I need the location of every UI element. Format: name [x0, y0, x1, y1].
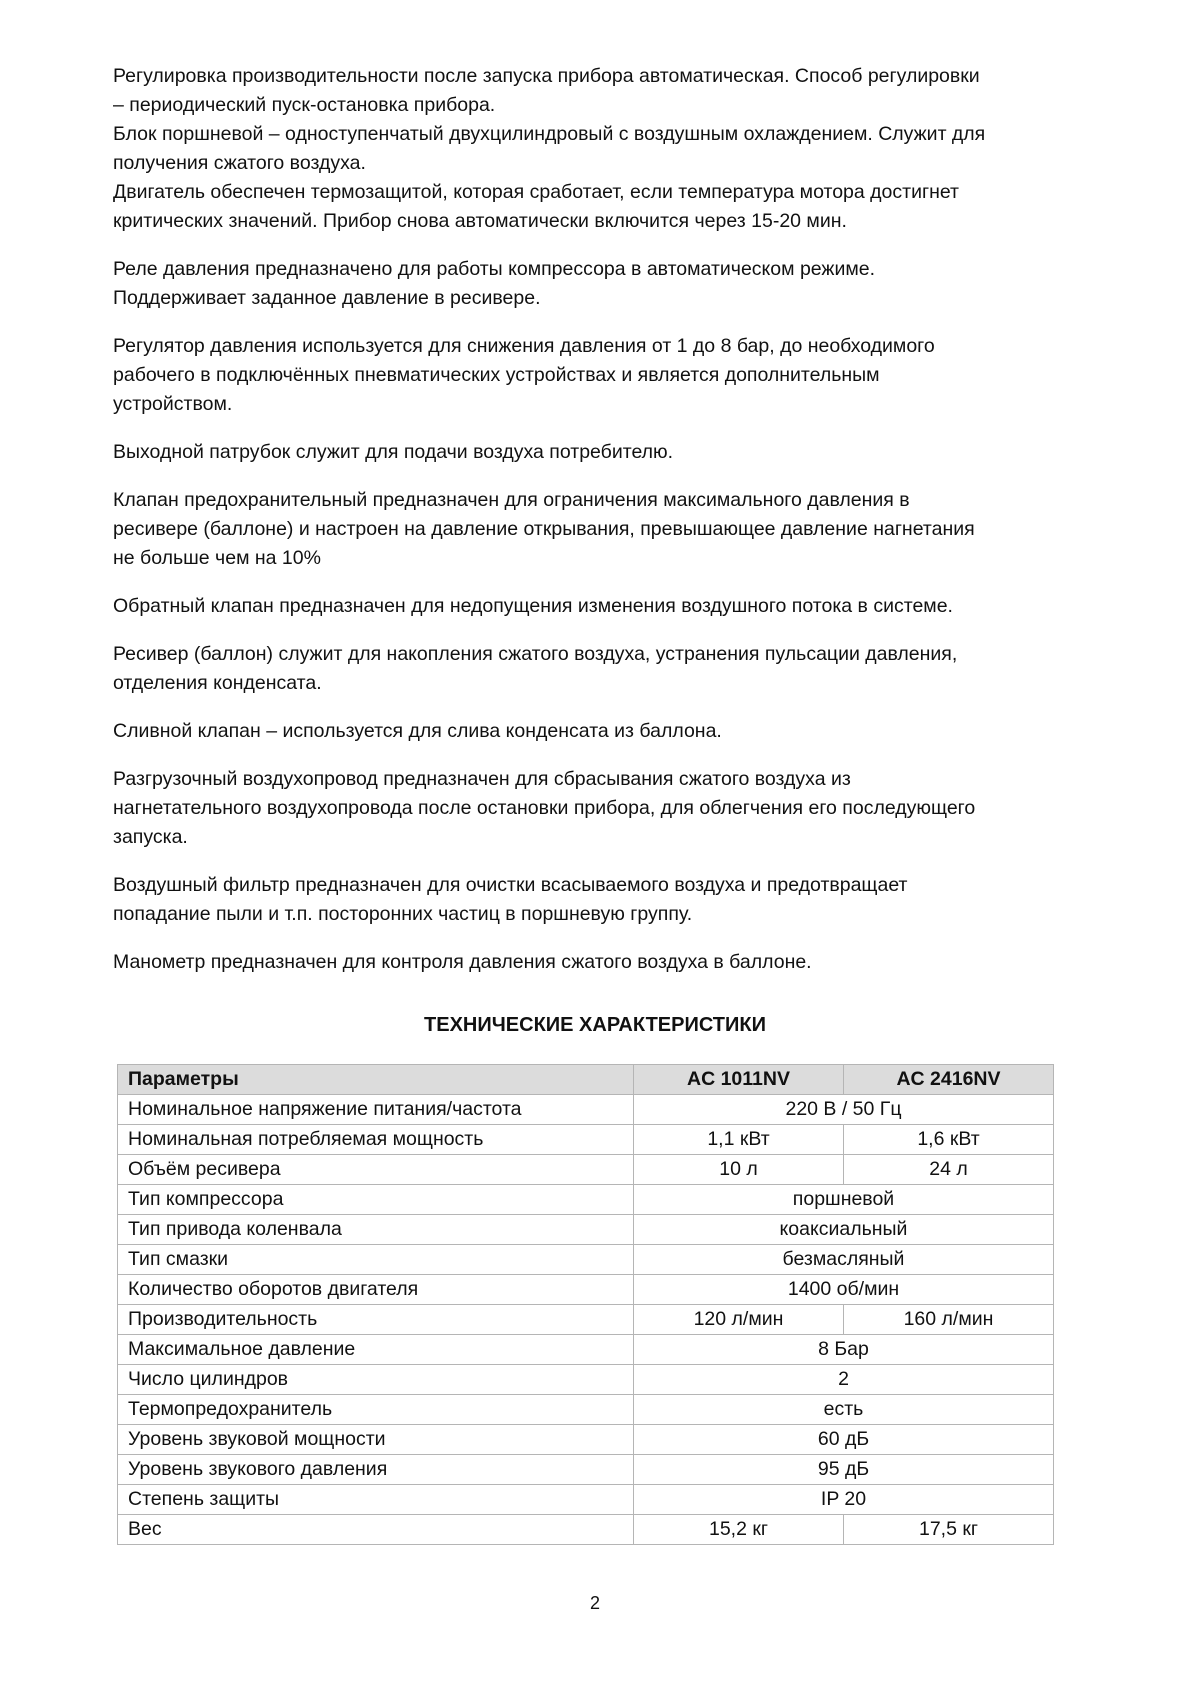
table-row — [118, 1395, 1054, 1425]
text-line: нагнетательного воздухопровода после остановки прибора, для облегчения его последующего — [113, 797, 976, 819]
value-cell: коаксиальный — [634, 1215, 1054, 1245]
param-cell: Уровень звукового давления — [118, 1455, 634, 1485]
value-cell: есть — [634, 1395, 1054, 1425]
table-row — [118, 1305, 1054, 1335]
text-line: попадание пыли и т.п. посторонних частиц в поршневую группу. — [113, 903, 693, 925]
value-cell: 8 Бар — [634, 1335, 1054, 1365]
value-cell: 1,6 кВт — [844, 1125, 1054, 1155]
spec-title: ТЕХНИЧЕСКИЕ ХАРАКТЕРИСТИКИ — [424, 1014, 766, 1036]
table-row — [118, 1155, 1054, 1185]
param-cell: Объём ресивера — [118, 1155, 634, 1185]
text-line: отделения конденсата. — [113, 672, 322, 694]
text-line: Клапан предохранительный предназначен для ограничения максимального давления в — [113, 489, 910, 511]
value-cell: поршневой — [634, 1185, 1054, 1215]
paragraph — [113, 486, 1073, 573]
value-cell: 60 дБ — [634, 1425, 1054, 1455]
table-header-row — [118, 1065, 1054, 1095]
value-cell: 220 В / 50 Гц — [634, 1095, 1054, 1125]
table-row — [118, 1245, 1054, 1275]
spec-table — [117, 1064, 1054, 1545]
value-cell: 2 — [634, 1365, 1054, 1395]
paragraph — [113, 332, 1073, 419]
table-row — [118, 1215, 1054, 1245]
text-line: устройством. — [113, 393, 233, 415]
value-cell: 1400 об/мин — [634, 1275, 1054, 1305]
value-cell: 95 дБ — [634, 1455, 1054, 1485]
paragraph — [113, 765, 1073, 852]
param-cell: Номинальная потребляемая мощность — [118, 1125, 634, 1155]
text-line: Манометр предназначен для контроля давления сжатого воздуха в баллоне. — [113, 951, 812, 973]
value-cell: безмасляный — [634, 1245, 1054, 1275]
value-cell: 10 л — [634, 1155, 844, 1185]
table-row — [118, 1455, 1054, 1485]
table-row — [118, 1095, 1054, 1125]
table-row — [118, 1335, 1054, 1365]
paragraph — [113, 62, 1073, 236]
text-line: Обратный клапан предназначен для недопущения изменения воздушного потока в системе. — [113, 595, 953, 617]
text-line: запуска. — [113, 826, 188, 848]
value-cell: 24 л — [844, 1155, 1054, 1185]
text-line: не больше чем на 10% — [113, 547, 321, 569]
text-line: Регулировка производительности после запуска прибора автоматическая. Способ регулировки — [113, 65, 980, 87]
paragraph — [113, 948, 1073, 977]
table-row — [118, 1185, 1054, 1215]
text-line: Регулятор давления используется для снижения давления от 1 до 8 бар, до необходимого — [113, 335, 935, 357]
text-line: Двигатель обеспечен термозащитой, которая сработает, если температура мотора достигнет — [113, 181, 959, 203]
param-cell: Номинальное напряжение питания/частота — [118, 1095, 634, 1125]
value-cell: 160 л/мин — [844, 1305, 1054, 1335]
value-cell: IP 20 — [634, 1485, 1054, 1515]
param-cell: Уровень звуковой мощности — [118, 1425, 634, 1455]
text-line: Реле давления предназначено для работы компрессора в автоматическом режиме. — [113, 258, 876, 280]
paragraph — [113, 871, 1073, 929]
header-params: Параметры — [118, 1065, 634, 1095]
value-cell: 17,5 кг — [844, 1515, 1054, 1545]
param-cell: Тип компрессора — [118, 1185, 634, 1215]
value-cell: 15,2 кг — [634, 1515, 844, 1545]
text-line: критических значений. Прибор снова автоматически включится через 15-20 мин. — [113, 210, 847, 232]
param-cell: Тип смазки — [118, 1245, 634, 1275]
param-cell: Количество оборотов двигателя — [118, 1275, 634, 1305]
paragraph — [113, 640, 1073, 698]
param-cell: Термопредохранитель — [118, 1395, 634, 1425]
param-cell: Производительность — [118, 1305, 634, 1335]
param-cell: Вес — [118, 1515, 634, 1545]
text-line: Сливной клапан – используется для слива конденсата из баллона. — [113, 720, 722, 742]
text-line: рабочего в подключённых пневматических устройствах и является дополнительным — [113, 364, 880, 386]
page-number: 2 — [589, 1593, 600, 1613]
text-line: получения сжатого воздуха. — [113, 152, 366, 174]
table-row — [118, 1425, 1054, 1455]
text-line: Блок поршневой – одноступенчатый двухцилиндровый с воздушным охлаждением. Служит для — [113, 123, 986, 145]
header-model-2: AC 2416NV — [844, 1065, 1054, 1095]
value-cell: 1,1 кВт — [634, 1125, 844, 1155]
param-cell: Число цилиндров — [118, 1365, 634, 1395]
param-cell: Тип привода коленвала — [118, 1215, 634, 1245]
table-row — [118, 1275, 1054, 1305]
param-cell: Степень защиты — [118, 1485, 634, 1515]
header-model-1: AC 1011NV — [634, 1065, 844, 1095]
text-line: Поддерживает заданное давление в ресивере. — [113, 287, 541, 309]
paragraph — [113, 438, 1073, 467]
value-cell: 120 л/мин — [634, 1305, 844, 1335]
text-line: ресивере (баллоне) и настроен на давление открывания, превышающее давление нагнетания — [113, 518, 975, 540]
text-line: Ресивер (баллон) служит для накопления сжатого воздуха, устранения пульсации давления, — [113, 643, 958, 665]
table-row — [118, 1365, 1054, 1395]
paragraph — [113, 255, 1073, 313]
table-row — [118, 1515, 1054, 1545]
table-row — [118, 1125, 1054, 1155]
table-row — [118, 1485, 1054, 1515]
text-line: – периодический пуск-остановка прибора. — [113, 94, 496, 116]
paragraph — [113, 592, 1073, 621]
text-line: Разгрузочный воздухопровод предназначен для сбрасывания сжатого воздуха из — [113, 768, 851, 790]
param-cell: Максимальное давление — [118, 1335, 634, 1365]
text-line: Выходной патрубок служит для подачи воздуха потребителю. — [113, 441, 674, 463]
body-text — [113, 62, 1073, 996]
paragraph — [113, 717, 1073, 746]
text-line: Воздушный фильтр предназначен для очистки всасываемого воздуха и предотвращает — [113, 874, 908, 896]
